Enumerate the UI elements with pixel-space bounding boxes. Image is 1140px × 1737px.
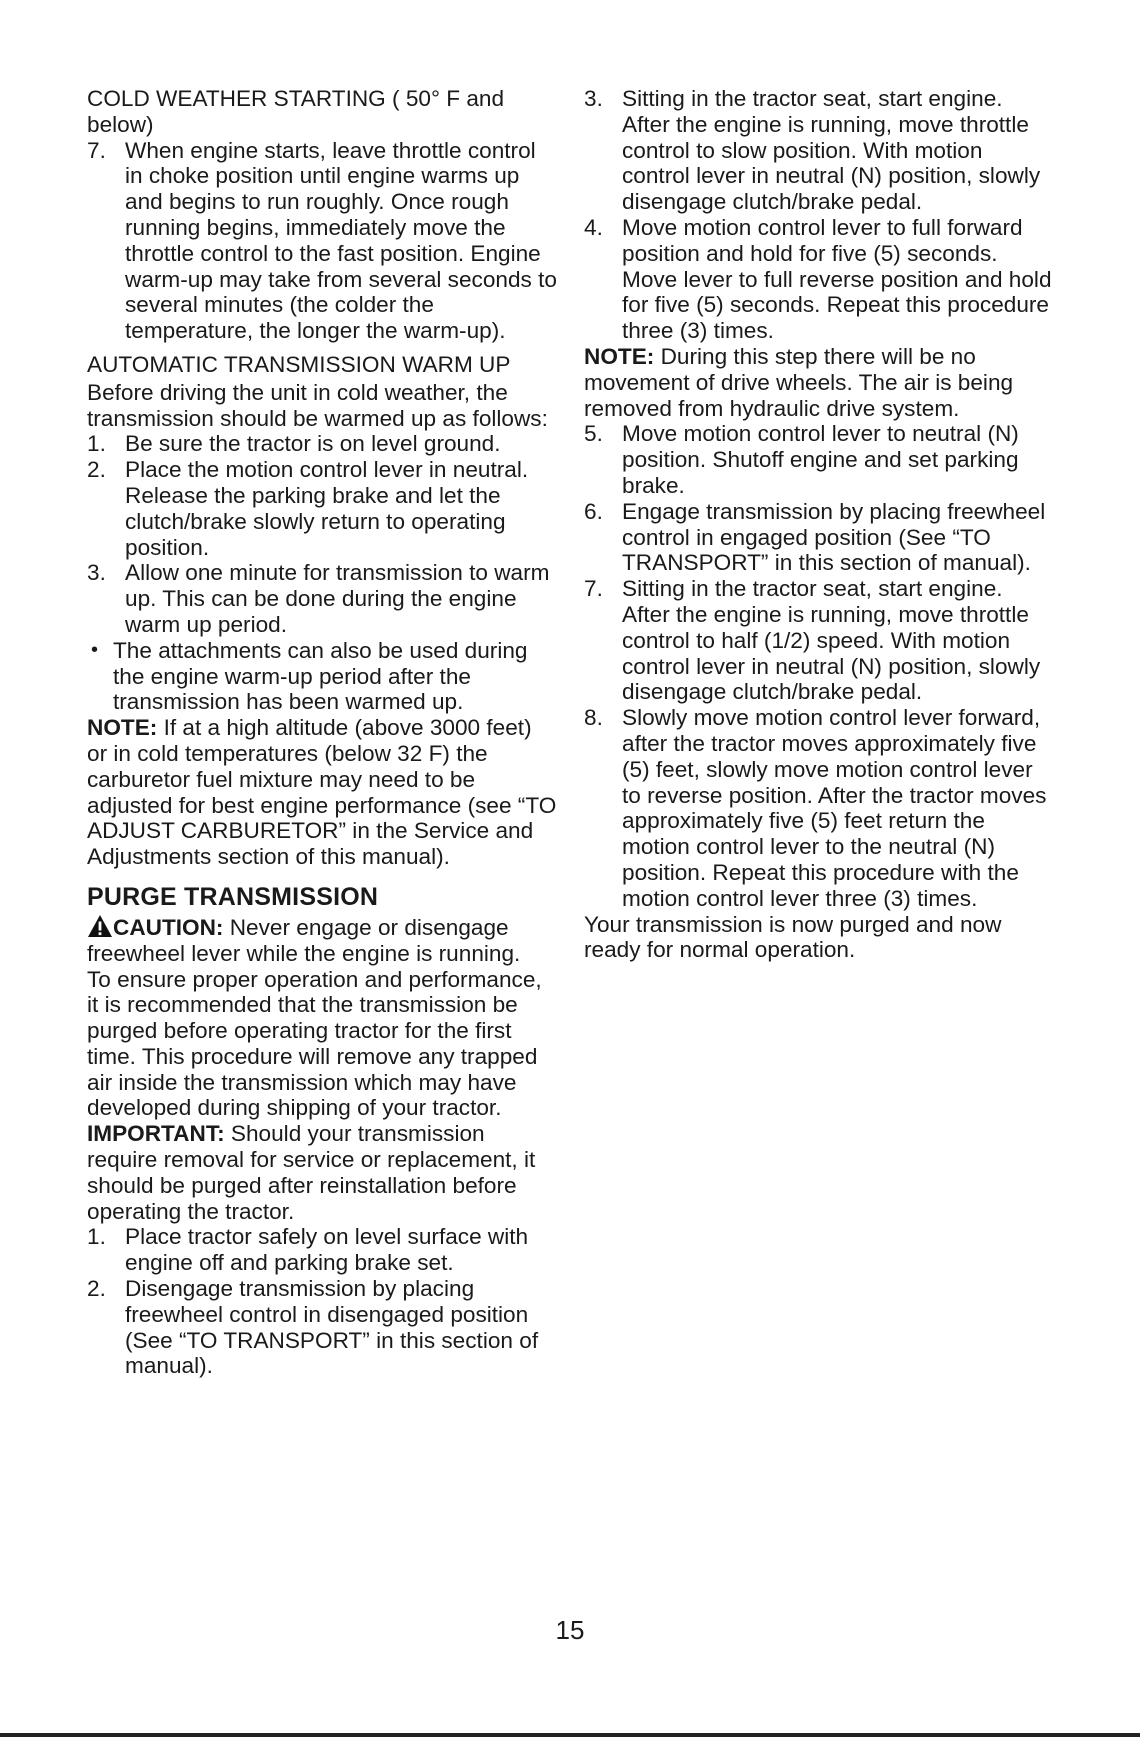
list-item	[584, 576, 1054, 705]
list-text: Slowly move motion control lever forward, after the tractor moves approximately five (5) feet, slowly move motion control lever to reverse position. After the tractor moves approximately five (5) feet return the motion control lever to the neutral (N) position. Repeat this procedure with the motion control lever three (3) times.	[622, 705, 1047, 911]
list-item	[87, 431, 557, 457]
list-text: Allow one minute for transmission to warm up. This can be done during the engine warm up period.	[125, 560, 550, 637]
important-label: IMPORTANT:	[87, 1121, 225, 1147]
list-text: Move motion control lever to full forward position and hold for five (5) seconds. Move lever to full reverse position and hold for five (5) seconds. Repeat this procedure three (3) times.	[622, 214, 1052, 344]
list-item	[584, 705, 1054, 911]
list-number: 3.	[584, 86, 603, 111]
note-text: During this step there will be no movement of drive wheels. The air is being removed from hydraulic drive system.	[584, 343, 1014, 421]
note-label: NOTE:	[584, 343, 655, 369]
list-number: 2.	[87, 1276, 106, 1302]
list-item	[584, 421, 1054, 498]
bottom-rule	[0, 1733, 1140, 1737]
left-column	[87, 86, 557, 1379]
purge-list-right-b	[584, 421, 1054, 911]
list-number: 7.	[584, 576, 603, 602]
list-item	[584, 86, 1054, 215]
list-item	[87, 138, 557, 344]
right-column	[584, 86, 1054, 963]
list-number: 4.	[584, 214, 603, 240]
list-number: 6.	[584, 498, 603, 524]
important-text: Should your transmission require removal for service or replacement, it should be purged after reinstallation before operating the tractor.	[87, 1121, 536, 1224]
cold-weather-heading: COLD WEATHER STARTING ( 50° F and below)	[87, 86, 505, 137]
bullet-text: The attachments can also be used during the engine warm-up period after the transmission has been warmed up.	[113, 637, 528, 715]
list-item	[87, 1224, 557, 1276]
list-text: Sitting in the tractor seat, start engine. After the engine is running, move throttle control to half (1/2) speed. With motion control lever in neutral (N) position, slowly disengage clutch/brake pedal.	[622, 576, 1041, 705]
list-number: 5.	[584, 421, 603, 447]
list-text: Place tractor safely on level surface with engine off and parking brake set.	[125, 1224, 529, 1276]
list-number: 7.	[87, 137, 106, 163]
list-item	[584, 499, 1054, 576]
closing-paragraph: Your transmission is now purged and now ready for normal operation.	[584, 911, 1002, 963]
purge-section-title: PURGE TRANSMISSION	[87, 882, 379, 911]
list-text: When engine starts, leave throttle control in choke position until engine warms up and begins to run roughly. Once rough running begins, immediately move the throttle control to the fast position. Engine warm-up may take from several seconds to several minutes (the colder the temperature, the longer the warm-up).	[125, 137, 557, 344]
note-paragraph	[87, 715, 557, 870]
purge-list-right-a	[584, 86, 1054, 344]
list-text: Engage transmission by placing freewheel control in engaged position (See “TO TRANSPORT” in this section of manual).	[622, 498, 1046, 576]
bullet-item	[87, 638, 557, 715]
list-number: 1.	[87, 431, 106, 457]
list-text: Sitting in the tractor seat, start engine. After the engine is running, move throttle control to slow position. With motion control lever in neutral (N) position, slowly disengage clutch/brake pedal.	[622, 86, 1041, 215]
note-paragraph	[584, 344, 1054, 421]
list-number: 3.	[87, 560, 106, 586]
list-text: Be sure the tractor is on level ground.	[125, 431, 501, 457]
caution-paragraph	[87, 914, 557, 967]
important-paragraph	[87, 1121, 557, 1224]
list-item	[87, 560, 557, 637]
page-number: 15	[555, 1615, 585, 1645]
caution-label: CAUTION:	[113, 914, 224, 940]
caution-text: Never engage or disengage freewheel lever while the engine is running.	[87, 914, 521, 966]
note-text: If at a high altitude (above 3000 feet) or in cold temperatures (below 32 F) the carburetor fuel mixture may need to be adjusted for best engine performance (see “TO ADJUST CARBURETOR” in the Service and Adjustments section of this manual).	[87, 715, 557, 870]
warm-up-list	[87, 431, 557, 637]
purge-list-left	[87, 1224, 557, 1379]
list-text: Place the motion control lever in neutral. Release the parking brake and let the clutch/brake slowly return to operating position.	[125, 457, 529, 560]
list-item	[87, 457, 557, 560]
note-label: NOTE:	[87, 715, 158, 741]
auto-transmission-heading: AUTOMATIC TRANSMISSION WARM UP	[87, 351, 511, 377]
list-item	[87, 1276, 557, 1379]
list-number: 1.	[87, 1224, 106, 1250]
list-number: 8.	[584, 705, 603, 731]
warning-triangle-icon	[87, 914, 113, 938]
bullet-icon: •	[91, 638, 99, 661]
list-text: Disengage transmission by placing freewheel control in disengaged position (See “TO TRANSPORT” in this section of manual).	[125, 1276, 539, 1379]
auto-intro-paragraph: Before driving the unit in cold weather, the transmission should be warmed up as follows:	[87, 379, 548, 431]
list-number: 2.	[87, 457, 106, 483]
list-item	[584, 215, 1054, 344]
purge-intro-paragraph: To ensure proper operation and performance, it is recommended that the transmission be purged before operating tractor for the first time. This procedure will remove any trapped air inside the transmission which may have developed during shipping of your tractor.	[87, 966, 542, 1121]
list-text: Move motion control lever to neutral (N) position. Shutoff engine and set parking brake.	[622, 421, 1019, 498]
